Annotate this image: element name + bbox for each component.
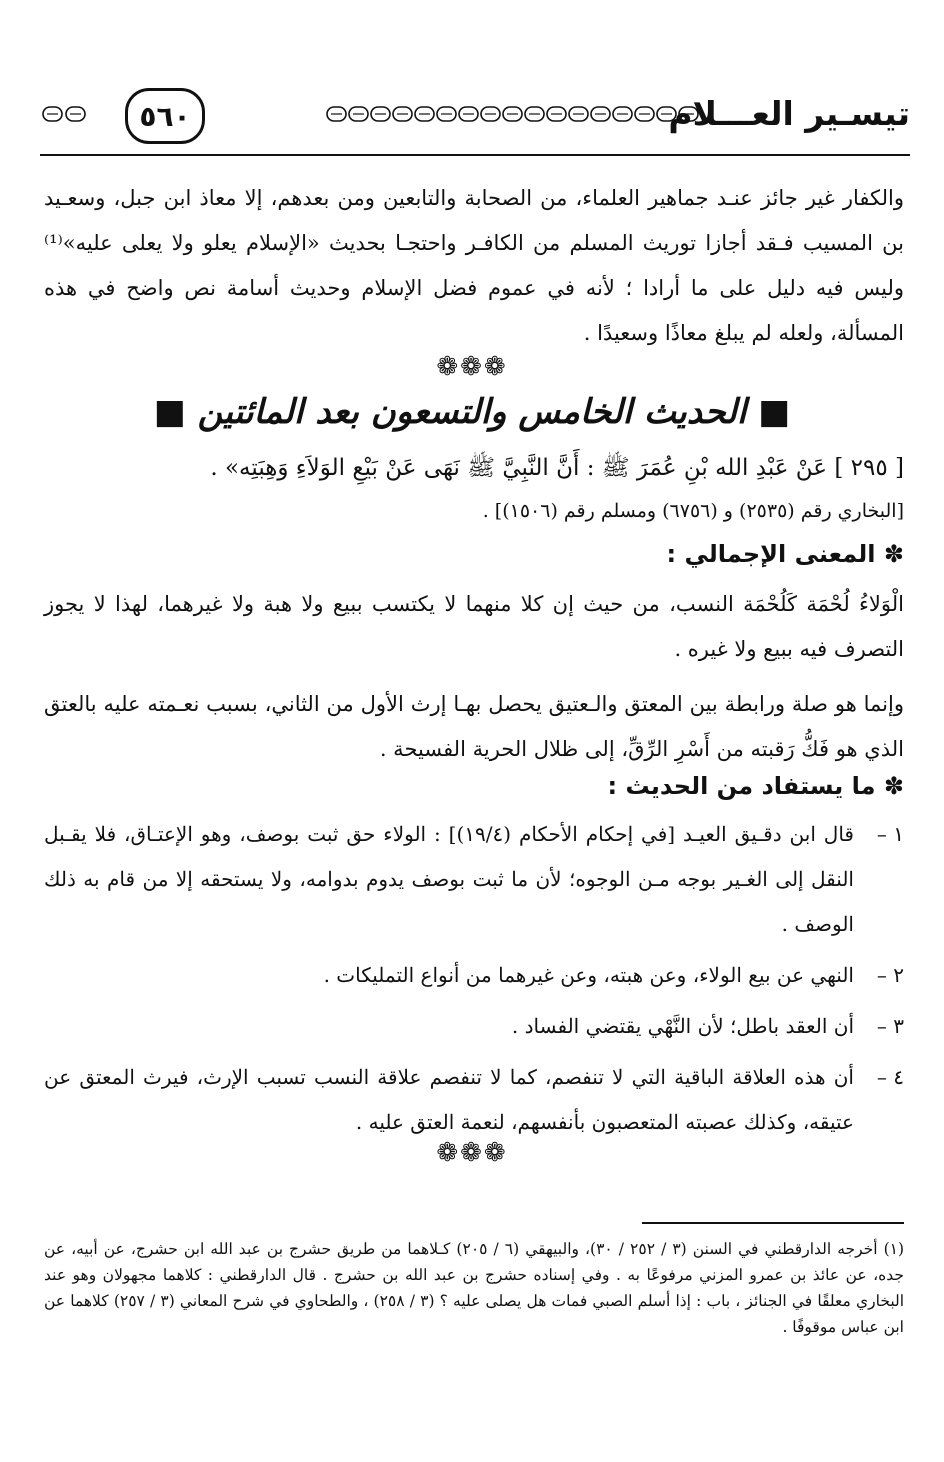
page-header [40,88,910,168]
list-item-text: أن العقد باطل؛ لأن النَّهْي يقتضي الفساد . [511,1014,854,1038]
benefits-list [44,812,904,1151]
list-item-number: ١ – [876,822,904,846]
separator-ornament: ❁❁❁ [436,352,508,382]
list-item [44,1004,904,1049]
meaning-paragraph-1: الْوَلاءُ لُحْمَة كَلُحْمَة النسب، من حيث إن كلا منهما لا يكتسب ببيع ولا هبة ولا غيرهما، لهذا لا يجوز التصرف فيه ببيع ولا غيره . [44,592,904,661]
separator-ornament: ❁❁❁ [436,1138,508,1168]
hadith-text: [ ٢٩٥ ] عَنْ عَبْدِ الله بْنِ عُمَرَ ﷺ : أَنَّ النَّبِيَّ ﷺ نَهَى عَنْ بَيْعِ الوَلاَءِ وَهِبَتِه» . [210,455,904,481]
page-number-badge: ٥٦٠ [125,88,205,144]
list-item-text: النهي عن بيع الولاء، وعن هبته، وعن غيرهما من أنواع التمليكات . [323,963,854,987]
running-title: تيسـير العـــلام [668,94,910,133]
header-chain-ornament-icon [325,104,705,124]
list-item [44,812,904,947]
meaning-heading: ✽ المعنى الإجمالي : [666,540,904,568]
list-item-text: أن هذه العلاقة الباقية التي لا تنفصم، كما لا تنفصم علاقة النسب تسبب الإرث، فيرث المعتق عن عتيقه، وكذلك عصبته المتعصبون بأنفسهم، لنعمة العتق عليه . [44,1065,854,1134]
list-item-number: ٢ – [876,963,904,987]
meaning-paragraph-2: وإنما هو صلة ورابطة بين المعتق والـعتيق يحصل بهـا إرث الأول من الثاني، بسبب نعـمته عليه بالعتق الذي هو فَكُّ رَقبته من أَسْرِ الرِّقِّ، إلى ظلال الحرية الفسيحة . [44,692,904,761]
header-small-ornament-icon [40,104,90,124]
section-title: ■ الحديث الخامس والتسعون بعد المائتين ■ [153,392,791,432]
hadith-source: [البخاري رقم (٢٥٣٥) و (٦٧٥٦) ومسلم رقم (١٥٠٦)] . [482,500,904,522]
intro-paragraph: والكفار غير جائز عنـد جماهير العلماء، من الصحابة والتابعين ومن بعدهم، إلا معاذ ابن جبل، وسعـيد بن المسيب فـقد أجازا توريث المسلم من الكافـر واحتجـا بحديث «الإسلام يعلو ولا يعلى عليه»⁽¹⁾ وليس فيه دليل على ما أرادا ؛ لأنه في عموم فضل الإسلام وحديث أسامة نص واضح في هذه المسألة، ولعله لم يبلغ معاذًا وسعيدًا . [44,186,904,345]
list-item-text: قال ابن دقـيق العيـد [في إحكام الأحكام (١٩/٤)] : الولاء حق ثبت بوصف، وهو الإعتـاق، فلا يقـبل النقل إلى الغـير بوجه مـن الوجوه؛ لأن ما ثبت بوصف يدوم بدوامه، ولا يستحقه إلا من قام به ذلك الوصف . [44,822,854,936]
footnote: (١) أخرجه الدارقطني في السنن (٣ / ٢٥٢ / ٣٠)، والبيهقي (٦ / ٢٠٥) كـلاهما من طريق حشرج بن عبد الله ابن حشرج، عن أبيه، عن جده، عن عائذ بن عمرو المزني مرفوعًا به . وفي إسناده حشرج بن عبد الله بن حشرج . قال الدارقطني : كلاهما مجهولان وهو عند البخاري معلقًا في الجنائز ، باب : إذا أسلم الصبي فمات هل يصلى عليه ؟ (٣ / ٢٥٨) ، والطحاوي في شرح المعاني (٣ / ٢٥٧) كلاهما عن ابن عباس موقوفًا . [44,1240,905,1336]
footnote-rule [642,1222,904,1224]
benefits-heading: ✽ ما يستفاد من الحديث : [607,772,904,800]
list-item [44,1055,904,1145]
list-item-number: ٣ – [876,1014,904,1038]
list-item-number: ٤ – [876,1065,904,1089]
list-item [44,953,904,998]
header-rule [40,154,910,156]
